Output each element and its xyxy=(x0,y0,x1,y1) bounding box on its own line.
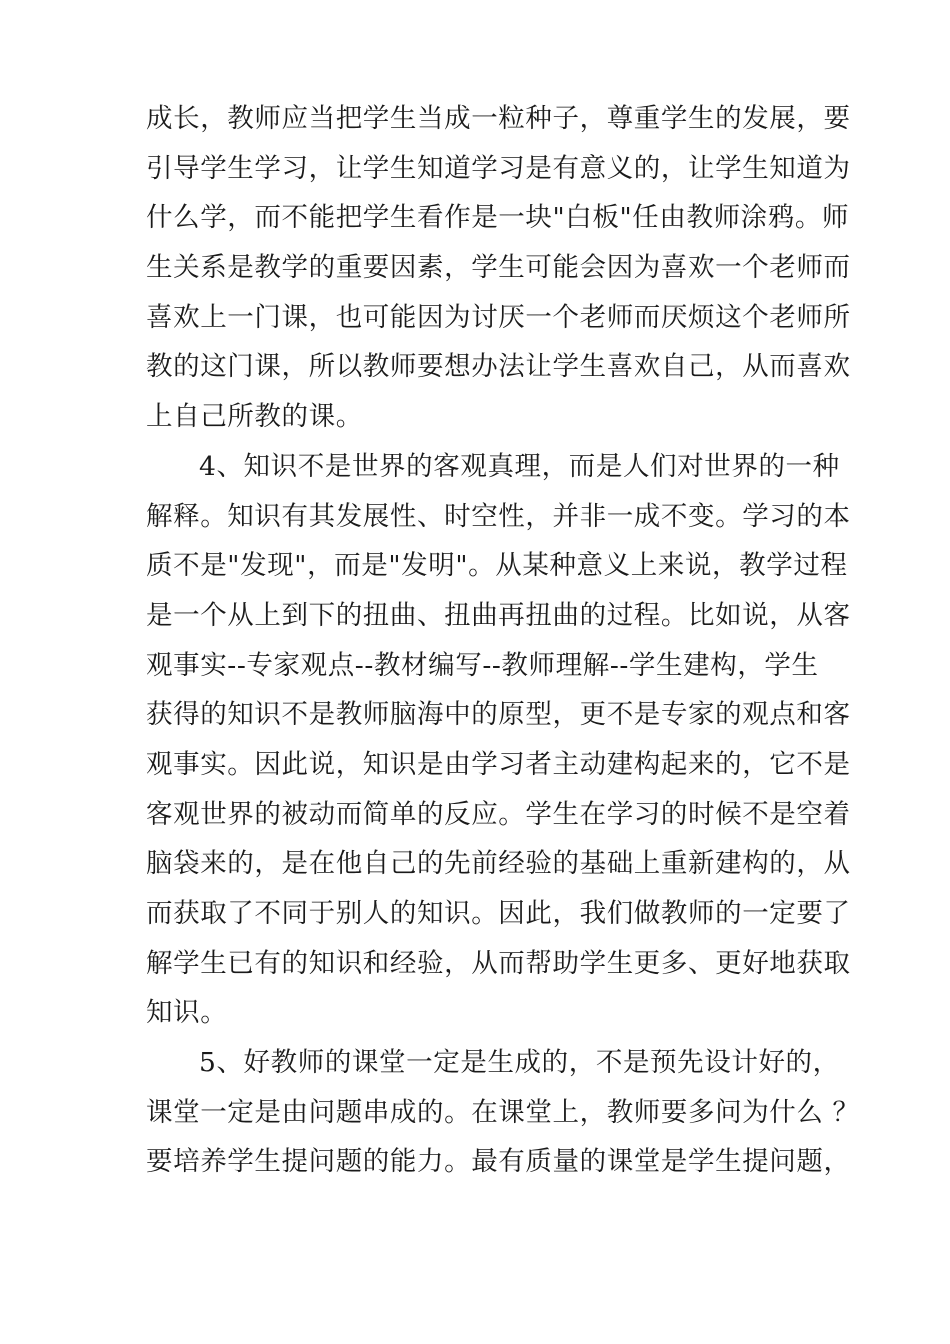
paragraph-5 xyxy=(146,1038,860,1187)
text-line: 而获取了不同于别人的知识。因此，我们做教师的一定要了 xyxy=(146,898,851,929)
text-line: 脑袋来的，是在他自己的先前经验的基础上重新建构的，从 xyxy=(146,848,851,880)
text-line: 生关系是教学的重要因素，学生可能会因为喜欢一个老师而 xyxy=(146,252,851,284)
text-line: 什么学，而不能把学生看作是一块"白板"任由教师涂鸦。师 xyxy=(146,202,850,234)
text-line: 成长，教师应当把学生当成一粒种子，尊重学生的发展，要 xyxy=(146,103,851,134)
paragraph-continued xyxy=(146,94,851,442)
text-line: 要培养学生提问题的能力。最有质量的课堂是学生提问题， xyxy=(146,1146,851,1178)
text-line: 解学生已有的知识和经验，从而帮助学生更多、更好地获取 xyxy=(146,947,851,979)
text-line: 是一个从上到下的扭曲、扭曲再扭曲的过程。比如说，从客 xyxy=(146,599,851,631)
text-line: 教的这门课，所以教师要想办法让学生喜欢自己，从而喜欢 xyxy=(146,351,851,383)
text-line: 引导学生学习，让学生知道学习是有意义的，让学生知道为 xyxy=(146,152,851,184)
paragraph-4 xyxy=(146,442,851,1038)
text-line: 客观世界的被动而简单的反应。学生在学习的时候不是空着 xyxy=(146,798,851,830)
text-line: 4、知识不是世界的客观真理，而是人们对世界的一种 xyxy=(199,450,840,482)
text-line: 解释。知识有其发展性、时空性，并非一成不变。学习的本 xyxy=(146,500,851,532)
text-line: 知识。 xyxy=(146,997,228,1029)
document-body xyxy=(146,94,860,1187)
text-line: 获得的知识不是教师脑海中的原型，更不是专家的观点和客 xyxy=(146,699,851,731)
text-line: 上自己所教的课。 xyxy=(146,401,363,433)
text-line: 5、好教师的课堂一定是生成的，不是预先设计好的， xyxy=(199,1047,840,1079)
text-line: 喜欢上一门课，也可能因为讨厌一个老师而厌烦这个老师所 xyxy=(146,301,851,333)
text-line: 质不是"发现"，而是"发明"。从某种意义上来说，教学过程 xyxy=(146,550,848,582)
text-line: 观事实。因此说，知识是由学习者主动建构起来的，它不是 xyxy=(146,748,851,780)
text-line: 课堂一定是由问题串成的。在课堂上，教师要多问为什么 ？ xyxy=(146,1096,860,1128)
text-line: 观事实--专家观点--教材编写--教师理解--学生建构，学生 xyxy=(146,649,819,681)
